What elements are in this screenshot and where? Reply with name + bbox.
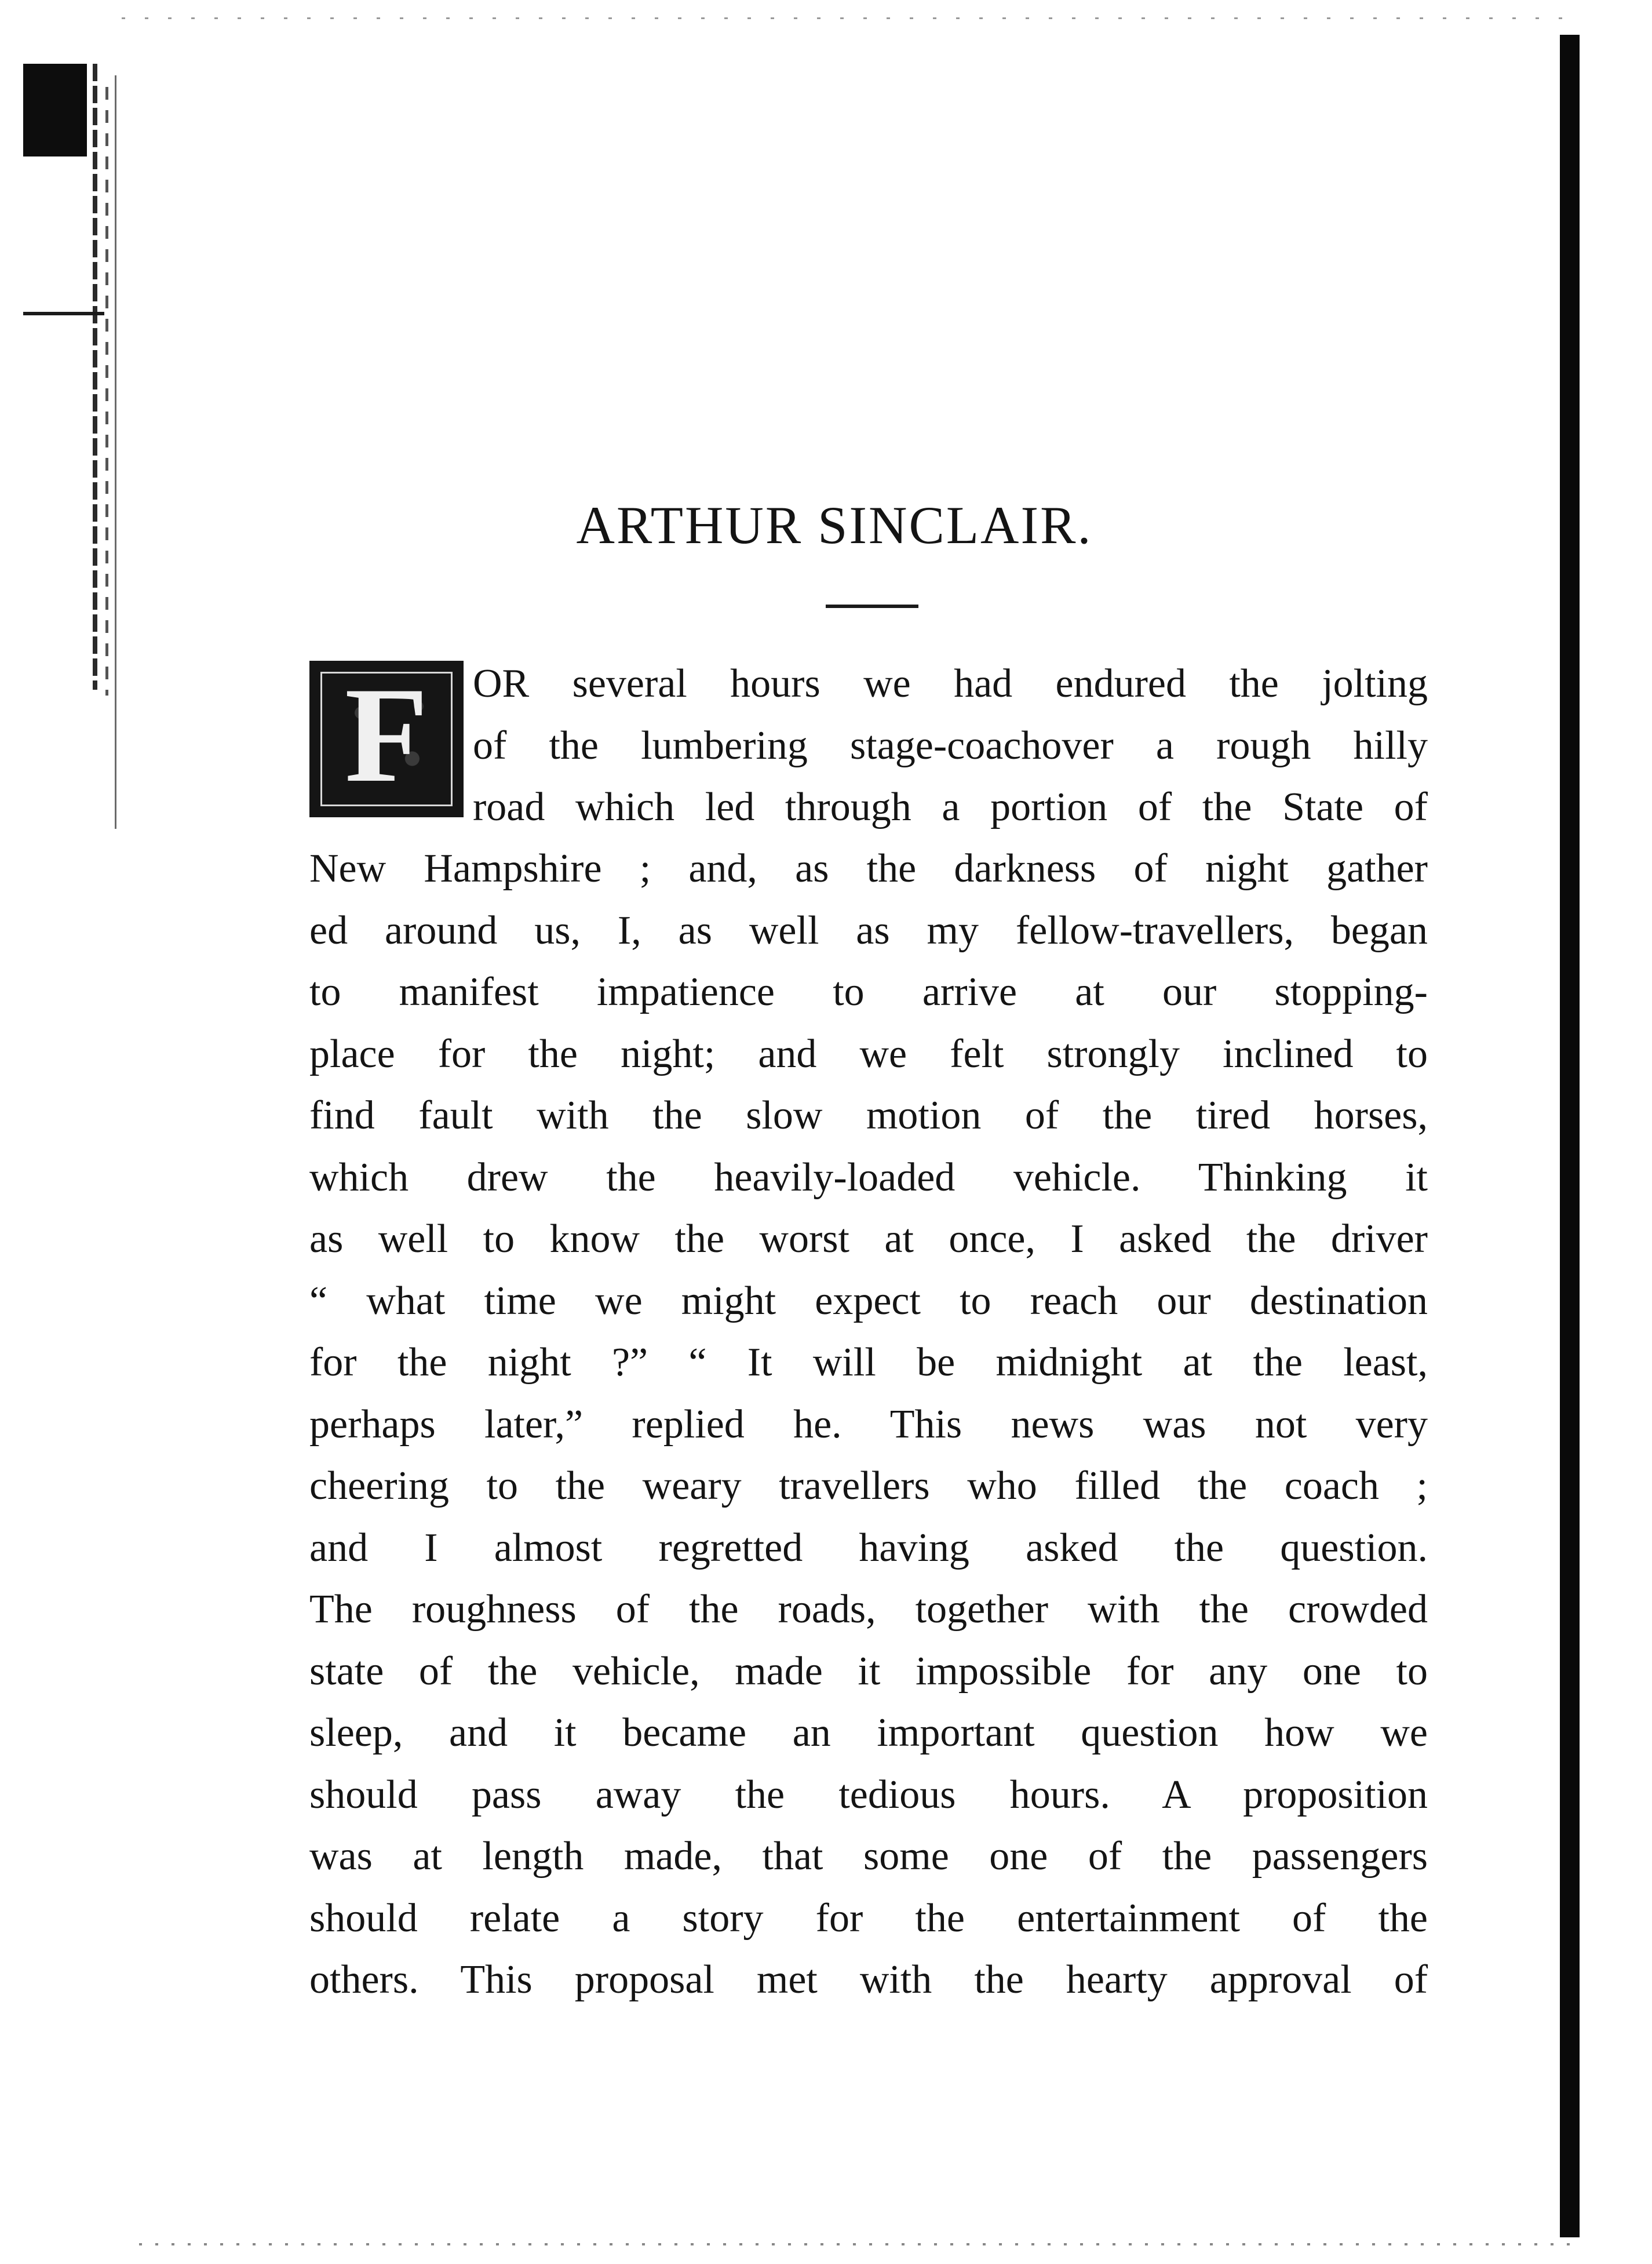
text-line: was at length made, that some one of the passengers xyxy=(309,1834,1428,1879)
text-line: of the lumbering stage-coachover a rough hilly xyxy=(473,723,1428,768)
text-line: “ what time we might expect to reach our destination xyxy=(309,1279,1428,1323)
scan-binding-line xyxy=(115,75,116,829)
page-title: ARTHUR SINCLAIR. xyxy=(576,496,1093,555)
text-line: which drew the heavily-loaded vehicle. Thinking it xyxy=(309,1155,1428,1200)
text-line: and I almost regretted having asked the question. xyxy=(309,1526,1428,1570)
scan-bottom-edge xyxy=(139,2243,1576,2245)
drop-cap-letter: F xyxy=(344,660,429,811)
text-line: state of the vehicle, made it impossible for any one to xyxy=(309,1649,1428,1694)
text-line: find fault with the slow motion of the tired horses, xyxy=(309,1093,1428,1138)
scan-right-edge xyxy=(1560,35,1580,2237)
text-line: The roughness of the roads, together with the crowded xyxy=(309,1587,1428,1632)
scan-top-edge xyxy=(122,17,1570,19)
text-line: others. This proposal met with the hearty approval of xyxy=(309,1957,1428,2002)
text-line: road which led through a portion of the State of xyxy=(473,785,1428,829)
text-line: cheering to the weary travellers who filled the coach ; xyxy=(309,1464,1428,1508)
text-line: as well to know the worst at once, I asked the driver xyxy=(309,1217,1428,1261)
text-line: should relate a story for the entertainment of the xyxy=(309,1896,1428,1941)
title-divider xyxy=(826,605,918,608)
text-line: New Hampshire ; and, as the darkness of night gather xyxy=(309,846,1428,891)
text-line: for the night ?” “ It will be midnight at the least, xyxy=(309,1340,1428,1385)
text-line: perhaps later,” replied he. This news was not very xyxy=(309,1402,1428,1447)
text-line: ed around us, I, as well as my fellow-travellers, began xyxy=(309,908,1428,953)
text-line: OR several hours we had endured the jolting xyxy=(473,661,1428,706)
scan-binding-line xyxy=(93,64,97,690)
text-line: to manifest impatience to arrive at our stopping- xyxy=(309,970,1428,1014)
text-line: should pass away the tedious hours. A proposition xyxy=(309,1772,1428,1817)
text-line: sleep, and it became an important question how we xyxy=(309,1710,1428,1755)
text-line: place for the night; and we felt strongly inclined to xyxy=(309,1032,1428,1076)
scan-binding-tick xyxy=(23,312,104,315)
scan-binding-line xyxy=(105,87,108,696)
drop-cap-initial xyxy=(309,661,464,817)
scan-binding-mark xyxy=(23,64,87,156)
